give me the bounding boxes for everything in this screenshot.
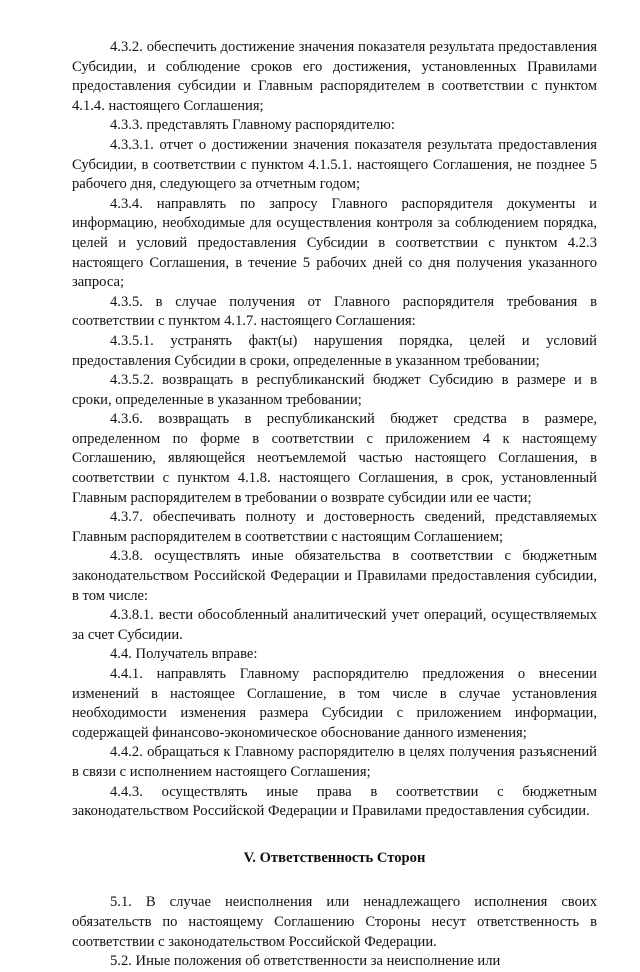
paragraph-4-3-5: 4.3.5. в случае получения от Главного распорядителя требования в соответствии с пунктом 4.1.7. настоящего Соглашения: (72, 293, 597, 330)
paragraph-4-3-5-2: 4.3.5.2. возвращать в республиканский бюджет Субсидию в размере и в сроки, определенные в указанном требовании; (72, 372, 597, 408)
paragraph-4-4-3: 4.4.3. осуществлять иные права в соответствии с бюджетным законодательством Российской Федерации и Правилами предоставления субсидии. (72, 783, 597, 820)
paragraph-4-3-7: 4.3.7. обеспечивать полноту и достоверность сведений, представляемых Главным распорядителем в соответствии с настоящим Соглашением; (72, 509, 597, 545)
paragraph-5-2: 5.2. Иные положения об ответственности за неисполнение или (110, 953, 501, 970)
paragraph-4-3-4: 4.3.4. направлять по запросу Главного распорядителя документы и информацию, необходимые для осуществления контроля за соблюдением порядка, целей и условий предоставления Субсидии в соответствии с пунктом 4.2.3 настоящего Соглашения, в течение 5 рабочих дней со дня получения указанного запроса; (72, 195, 597, 291)
paragraph-4-4-1: 4.4.1. направлять Главному распорядителю предложения о внесении изменений в настоящее Соглашение, в том числе в случае установления необходимости изменения размера Субсидии с приложением информации, содержащей финансово-экономическое обоснование данного изменения; (72, 666, 597, 741)
paragraph-4-3-8: 4.3.8. осуществлять иные обязательства в соответствии с бюджетным законодательством Российской Федерации и Правилами предоставления субсидии, в том числе: (72, 548, 597, 604)
paragraph-5-1: 5.1. В случае неисполнения или ненадлежащего исполнения своих обязательств по настоящему Соглашению Стороны несут ответственность в соответствии с законодательством Российской Федерации. (72, 894, 597, 950)
paragraph-4-4-2: 4.4.2. обращаться к Главному распорядителю в целях получения разъяснений в связи с исполнением настоящего Соглашения; (72, 744, 597, 780)
section-heading: V. Ответственность Сторон (243, 849, 426, 866)
paragraph-4-3-3-1: 4.3.3.1. отчет о достижении значения показателя результата предоставления Субсидии, в соответствии с пунктом 4.1.5.1. настоящего Соглашения, не позднее 5 рабочего дня, следующего за отчетным годом; (72, 136, 597, 193)
paragraph-4-3-6: 4.3.6. возвращать в республиканский бюджет средства в размере, определенном по форме в соответствии с приложением 4 к настоящему Соглашению, являющейся неотъемлемой частью настоящего Соглашения, в соответствии с пунктом 4.1.8. настоящего Соглашения, в срок, установленный Главным распорядителем в требовании о возврате субсидии или ее части; (72, 411, 597, 506)
paragraph-4-4: 4.4. Получатель вправе: (110, 646, 258, 663)
paragraph-4-3-5-1: 4.3.5.1. устранять факт(ы) нарушения порядка, целей и условий предоставления Субсидии в сроки, определенные в указанном требовании; (72, 332, 597, 369)
paragraph-4-3-2: 4.3.2. обеспечить достижение значения показателя результата предоставления Субсидии, и соблюдение сроков его достижения, установленных Правилами предоставления субсидии и Главным распорядителем в соответствии с пунктом 4.1.4. настоящего Соглашения; (72, 39, 597, 114)
paragraph-4-3-3: 4.3.3. представлять Главному распорядителю: (110, 117, 395, 134)
document-page (72, 38, 597, 972)
paragraph-4-3-8-1: 4.3.8.1. вести обособленный аналитический учет операций, осуществляемых за счет Субсидии. (72, 607, 597, 643)
